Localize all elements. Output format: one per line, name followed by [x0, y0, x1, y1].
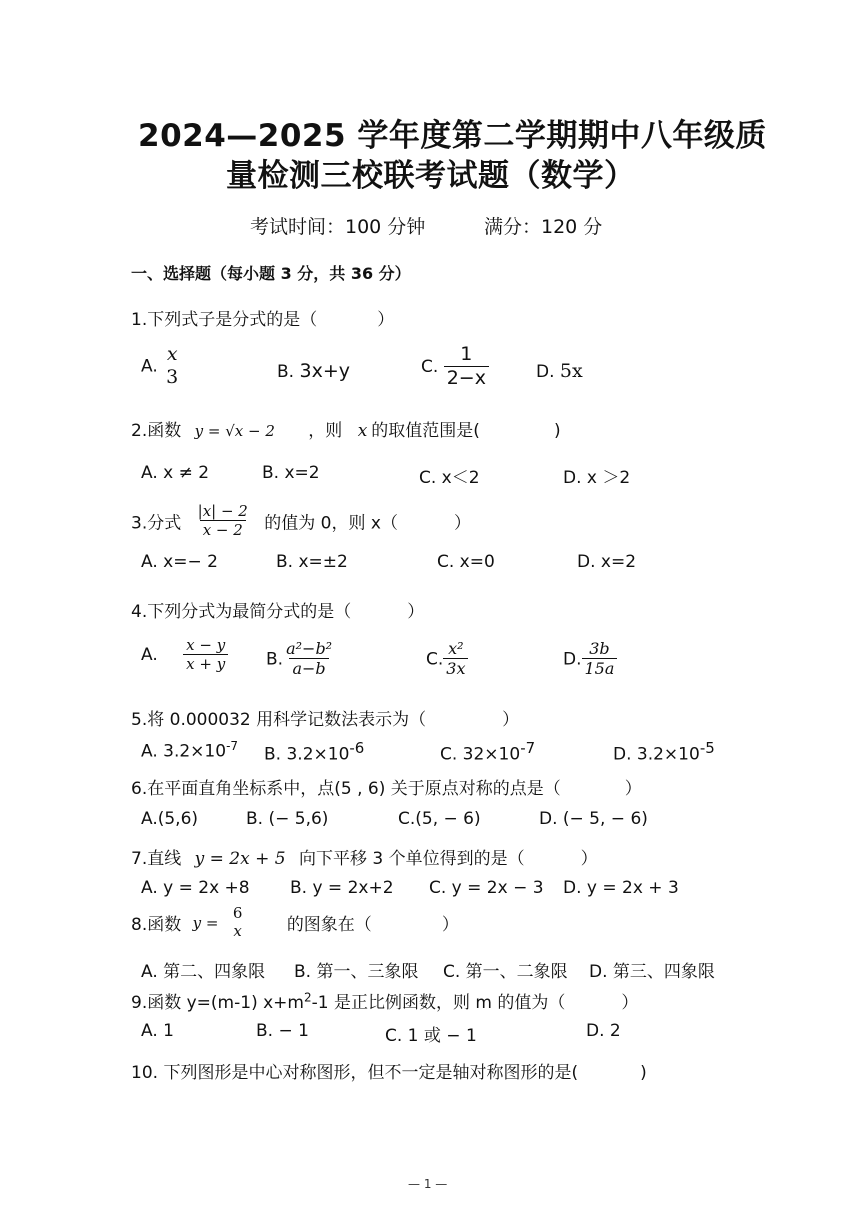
q3-option-d[interactable]: D. x=2	[577, 552, 637, 572]
q2-option-c[interactable]: C. x＜2	[419, 468, 480, 488]
fraction: $\frac{|x| - 2}{x - 2}$	[197, 502, 248, 540]
q6-option-d[interactable]: D. (− 5, − 6)	[539, 809, 648, 829]
fraction: 6 x	[232, 904, 243, 941]
question-9: 9.函数 y=(m-1) $x+m^2-1$ 是正比例函数，则 m 的值为（ ）	[131, 990, 639, 1013]
question-stem: 1.下列式子是分式的是（	[131, 310, 318, 330]
q9-option-b[interactable]: B. − 1	[256, 1021, 309, 1041]
q6-option-c[interactable]: C.(5, − 6)	[398, 809, 481, 829]
question-5: 5.将 0.000032 用科学记数法表示为（ ）	[131, 710, 520, 730]
q5-option-b[interactable]: B. $3.2\times 10^{-6}$	[264, 739, 365, 765]
q7-option-a[interactable]: A. y = 2x +8	[141, 878, 250, 898]
question-1	[131, 305, 394, 330]
q5-option-d[interactable]: D. $3.2\times 10^{-5}$	[613, 739, 715, 765]
q7-option-d[interactable]: D. y = 2x + 3	[563, 878, 679, 898]
question-6: 6.在平面直角坐标系中，点(5 , 6) 关于原点对称的点是（ ）	[131, 779, 642, 799]
fraction: $\frac{3b}{15a}$	[582, 640, 618, 679]
fraction: $\frac{x - y}{x + y}$	[183, 637, 228, 673]
fraction: $\frac{1}{2-x}$	[444, 344, 489, 390]
q7-option-b[interactable]: B. y = 2x+2	[290, 878, 394, 898]
q8-option-c[interactable]: C. 第一、二象限	[443, 962, 568, 982]
question-8: 8.函数 y = 6 x 的图象在（ ）	[131, 904, 459, 941]
q6-option-a[interactable]: A.(5,6)	[141, 809, 199, 829]
q2-option-d[interactable]: D. x ＞2	[563, 468, 631, 488]
q1-option-b[interactable]: B. 3x+y	[277, 360, 350, 382]
q4-option-a[interactable]: A. $\frac{x - y}{x + y}$	[141, 637, 228, 673]
q3-option-c[interactable]: C. x=0	[437, 552, 495, 572]
question-close: ）	[377, 310, 395, 330]
q8-option-a[interactable]: A. 第二、四象限	[141, 962, 266, 982]
fraction: $\frac{\text{x²}}{3x}$	[443, 640, 468, 679]
fraction: x 3	[166, 343, 179, 388]
q2-option-b[interactable]: B. x=2	[262, 463, 320, 483]
q2-option-a[interactable]: A. x ≠ 2	[141, 463, 210, 483]
question-10: 10. 下列图形是中心对称图形，但不一定是轴对称图形的是( )	[131, 1063, 647, 1083]
q6-option-b[interactable]: B. (− 5,6)	[246, 809, 329, 829]
q7-option-c[interactable]: C. y = 2x − 3	[429, 878, 544, 898]
q5-option-a[interactable]: A. $3.2\times 10^{-7}$	[141, 739, 239, 762]
q9-option-c[interactable]: C. 1 或 − 1	[385, 1026, 477, 1046]
q4-option-d[interactable]: D. $\frac{3b}{15a}$	[563, 640, 617, 679]
full-score: 满分：120 分	[484, 216, 603, 238]
page-title-line2: 量检测三校联考试题（数学）	[226, 158, 636, 194]
q9-option-d[interactable]: D. 2	[586, 1021, 621, 1041]
page-title-line1: 2024—2025 学年度第二学期期中八年级质	[138, 118, 767, 154]
q4-option-c[interactable]: C. $\frac{\text{x²}}{3x}$	[426, 640, 468, 679]
q1-option-c[interactable]: C. $\frac{1}{2-x}$	[421, 344, 489, 390]
question-7: 7.直线 y = 2x + 5 向下平移 3 个单位得到的是（ ）	[131, 849, 598, 869]
q8-option-d[interactable]: D. 第三、四象限	[589, 962, 715, 982]
q5-option-c[interactable]: C. $32\times 10^{-7}$	[440, 739, 536, 765]
q1-option-a[interactable]: A. x 3	[141, 344, 181, 389]
exam-time: 考试时间：100 分钟	[250, 216, 426, 238]
q8-option-b[interactable]: B. 第一、三象限	[294, 962, 419, 982]
function-expression: y = √x − 2	[194, 422, 275, 440]
section-title: 一、选择题（每小题 3 分，共 36 分）	[131, 264, 411, 283]
question-3: 3.分式 $\frac{|x| - 2}{x - 2}$ 的值为 0，则 x（ ）	[131, 502, 471, 540]
q1-option-d[interactable]: D. 5x	[536, 360, 583, 382]
q4-option-b[interactable]: B. $\frac{\text{a²−b²}}{a-b}$	[266, 640, 335, 679]
q9-option-a[interactable]: A. 1	[141, 1021, 174, 1041]
q3-option-b[interactable]: B. x=±2	[276, 552, 348, 572]
fraction: $\frac{\text{a²−b²}}{a-b}$	[286, 639, 333, 679]
question-4: 4.下列分式为最简分式的是（ ）	[131, 602, 425, 622]
line-equation: y = 2x + 5	[194, 849, 286, 869]
page-number: — 1 —	[408, 1177, 448, 1191]
question-2: 2.函数 y = √x − 2 ，则 x 的取值范围是( )	[131, 421, 561, 441]
q3-option-a[interactable]: A. x=− 2	[141, 552, 218, 572]
